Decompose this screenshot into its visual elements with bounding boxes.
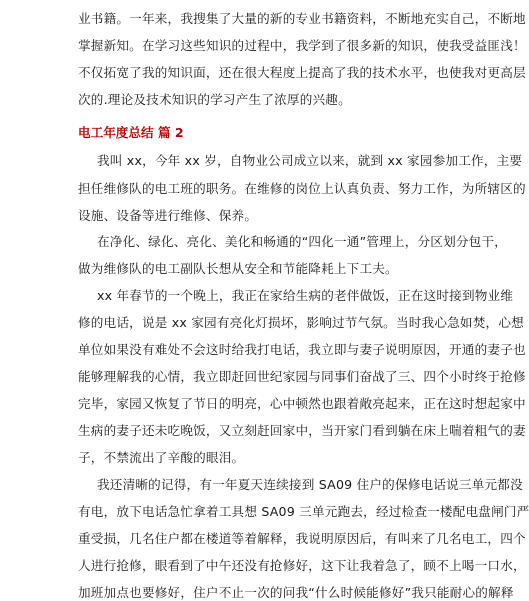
text-line: 单位如果没有难处不会这时给我打电话，我立即与妻子说明原因，开通的妻子也 — [78, 342, 526, 357]
text-line: 我叫 xx，今年 xx 岁，自物业公司成立以来，就到 xx 家园参加工作，主要 — [97, 153, 523, 168]
text-line: 我还清晰的记得，有一年夏天连续接到 SA09 住户的保修电话说三单元都没 — [97, 477, 523, 492]
text-line: 子，不禁流出了辛酸的眼泪。 — [78, 450, 245, 465]
text-line: 人进行抢修，眼看到了中午还没有抢修好，这下让我着急了，顾不上喝一口水， — [78, 558, 526, 573]
text-line: 担任维修队的电工班的职务。在维修的岗位上认真负责、努力工作，为所辖区的 — [78, 181, 526, 196]
text-line: 不仅拓宽了我的知识面，还在很大程度上提高了我的技术水平，也使我对更高层 — [78, 65, 526, 80]
section-heading: 电工年度总结 篇 2 — [78, 125, 184, 140]
text-line: 在净化、绿化、亮化、美化和畅通的“四化一通”管理上，分区划分包干， — [97, 234, 508, 249]
text-line: 次的.理论及技术知识的学习产生了浓厚的兴趣。 — [78, 92, 351, 107]
text-line: 掌握新知。在学习这些知识的过程中，我学到了很多新的知识，使我受益匪浅！ — [78, 38, 526, 53]
text-line: 生病的妻子还未吃晚饭，又立刻赶回家中，当开家门看到躺在床上喘着粗气的妻 — [78, 423, 526, 438]
text-line: 重受损，几名住户都在楼道等着解释，我说明原因后，有叫来了几名电工，四个 — [78, 531, 526, 546]
text-line: 设施、设备等进行维修、保养。 — [78, 208, 258, 223]
text-line: 有电，放下电话急忙拿着工具想 SA09 三单元跑去，经过检查一楼配电盘闸门严 — [78, 504, 529, 519]
text-line: 修的电话，说是 xx 家园有亮化灯损坏，影响过节气氛。当时我心急如焚，心想 — [78, 315, 524, 330]
text-line: 加班加点也要修好，住户不止一次的问我“什么时候能修好”我只能耐心的解释 — [78, 585, 514, 600]
text-line: 能够理解我的心情，我立即赶回世纪家园与同事们奋战了三、四个小时终于抢修 — [78, 369, 526, 384]
text-line: 业书籍。一年来，我搜集了大量的新的专业书籍资料，不断地充实自己，不断地 — [78, 11, 526, 26]
text-line: 完毕，家园又恢复了节日的明亮，心中顿然也跟着敞亮起来，正在这时想起家中 — [78, 396, 526, 411]
text-line: xx 年春节的一个晚上，我正在家给生病的老伴做饭，正在这时接到物业维 — [97, 288, 514, 303]
text-line: 做为维修队的电工副队长想从安全和节能降耗上下工夫。 — [78, 261, 398, 276]
